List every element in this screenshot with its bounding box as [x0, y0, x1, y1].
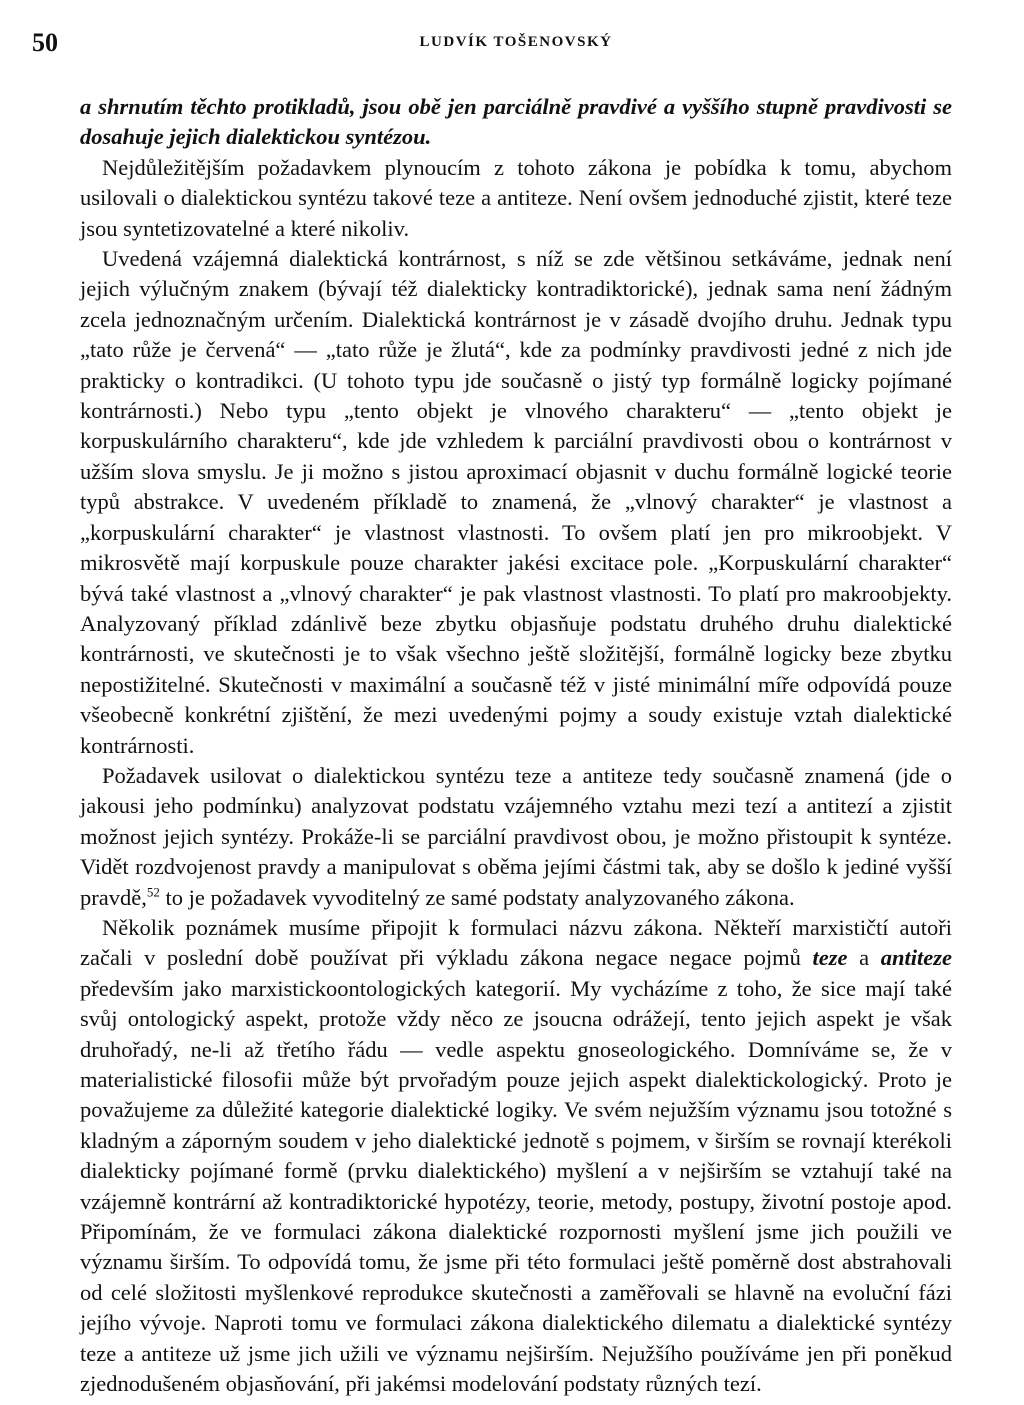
page-number: 50	[32, 28, 58, 57]
footnote-reference-52[interactable]: 52	[146, 884, 160, 900]
book-page	[32, 28, 952, 1399]
paragraph-1-run-1: a shrnutím těchto protikladů, jsou obě jen parciálně pravdivé a vyššího stupně pravdivosti se dosahuje jejich dialektickou syntézou.	[80, 94, 952, 150]
paragraph-3-run-1: Uvedená vzájemná dialektická kontrárnost, s níž se zde většinou setkáváme, jednak není jejich výlučným znakem (bývají též dialekticky kontradiktorické), jednak sama není žádným zcela jednoznačným určením. Dialektická kontrárnost je v zásadě dvojího druhu. Jednak typu „tato růže je červená“ — „tato růže je žlutá“, kde za podmínky pravdivosti jedné z nich jde prakticky o kontradikci. (U tohoto typu jde současně o jistý typ formálně logicky pojímané kontrárnosti.) Nebo typu „tento objekt je vlnového charakteru“ — „tento objekt je korpuskulárního charakteru“, kde jde vzhledem k parciální pravdivosti obou o kontrárnost v užším slova smyslu. Je ji možno s jistou aproximací objasnit v duchu formálně logické teorie typů abstrakce. V uvedeném příkladě to znamená, že „vlnový charakter“ je vlastnost a „korpuskulární charakter“ je vlastnost vlastnosti. To ovšem platí jen pro mikroobjekt. V mikrosvětě mají korpuskule pouze charakter jakési excitace pole. „Korpuskulární charakter“ bývá také vlastnost a „vlnový charakter“ je pak vlastnost vlastnosti. To platí pro makroobjekty. Analyzovaný příklad zdánlivě beze zbytku objasňuje podstatu druhého druhu dialektické kontrárnosti, ve skutečnosti je to však všechno ještě složitější, formálně logicky beze zbytku nepostižitelné. Skutečnosti v maximální a současně též v jisté minimální míře odpovídá pouze všeobecně konkrétní zjištění, že mezi uvedenými pojmy a soudy existuje vztah dialektické kontrárnosti.	[80, 246, 952, 758]
body-text	[80, 92, 952, 1399]
paragraph-5-run-1: Několik poznámek musíme připojit k formulaci názvu zákona. Někteří marxističtí autoři začali v poslední době používat při výkladu zákona negace negace pojmů	[80, 914, 952, 971]
paragraph-5	[80, 913, 952, 1400]
term-teze: teze	[812, 945, 848, 971]
paragraph-4	[80, 761, 952, 913]
page-header	[32, 28, 952, 68]
paragraph-4-run-1: Požadavek usilovat o dialektickou syntézu teze a antiteze tedy současně znamená (jde o jakousi jeho podmínku) analyzovat podstatu vzájemného vztahu mezi tezí a antitezí a zjistit možnost jejich syntézy. Prokáže-li se parciální pravdivost obou, je možno přistoupit k syntéze. Vidět rozdvojenost pravdy a manipulovat s oběma jejími částmi tak, aby se došlo k jediné vyšší pravdě,	[80, 762, 952, 910]
paragraph-5-run-3: a	[847, 945, 881, 971]
paragraph-4-run-3: to je požadavek vyvoditelný ze samé podstaty analyzovaného zákona.	[159, 884, 795, 910]
paragraph-3	[80, 244, 952, 761]
running-head: LUDVÍK TOŠENOVSKÝ	[419, 34, 613, 50]
paragraph-2-run-1: Nejdůležitějším požadavkem plynoucím z tohoto zákona je pobídka k tomu, abychom usilovali o dialektickou syntézu takové teze a antiteze. Není ovšem jednoduché zjistit, které teze jsou syntetizovatelné a které nikoliv.	[80, 154, 952, 241]
term-antiteze: antiteze	[880, 945, 952, 971]
paragraph-5-run-5: především jako marxistickoontologických kategorií. My vycházíme z toho, že sice mají také svůj ontologický aspekt, protože vždy něco ze jsoucna odrážejí, tento jejich aspekt je však druhořadý, ne-li až třetího řádu — vedle aspektu gnoseologického. Domníváme se, že v materialistické filosofii může být prvořadým pouze jejich aspekt dialektickologický. Proto je považujeme za důležité kategorie dialektické logiky. Ve svém nejužším významu jsou totožné s kladným a záporným soudem v jeho dialektické jednotě s pojmem, v širším se rovnají kterékoli dialekticky pojímané formě (prvku dialektického) myšlení a v nejširším se vztahují také na vzájemně kontrární až kontradiktorické hypotézy, teorie, metody, postupy, životní postoje apod. Připomínám, že ve formulaci zákona dialektické rozpornosti myšlení jsme jich použili ve významu širším. To odpovídá tomu, že jsme při této formulaci ještě poměrně dost abstrahovali od celé složitosti myšlenkové reprodukce skutečnosti a zaměřovali se hlavně na evoluční fázi jejího vývoje. Naproti tomu ve formulaci zákona dialektického dilematu a dialektické syntézy teze a antiteze už jsme jich užili ve významu nejširším. Nejužšího používáme jen při poněkud zjednodušeném objasňování, při jakémsi modelování podstaty různých tezí.	[80, 975, 952, 1397]
paragraph-2	[80, 153, 952, 244]
paragraph-1	[80, 92, 952, 153]
